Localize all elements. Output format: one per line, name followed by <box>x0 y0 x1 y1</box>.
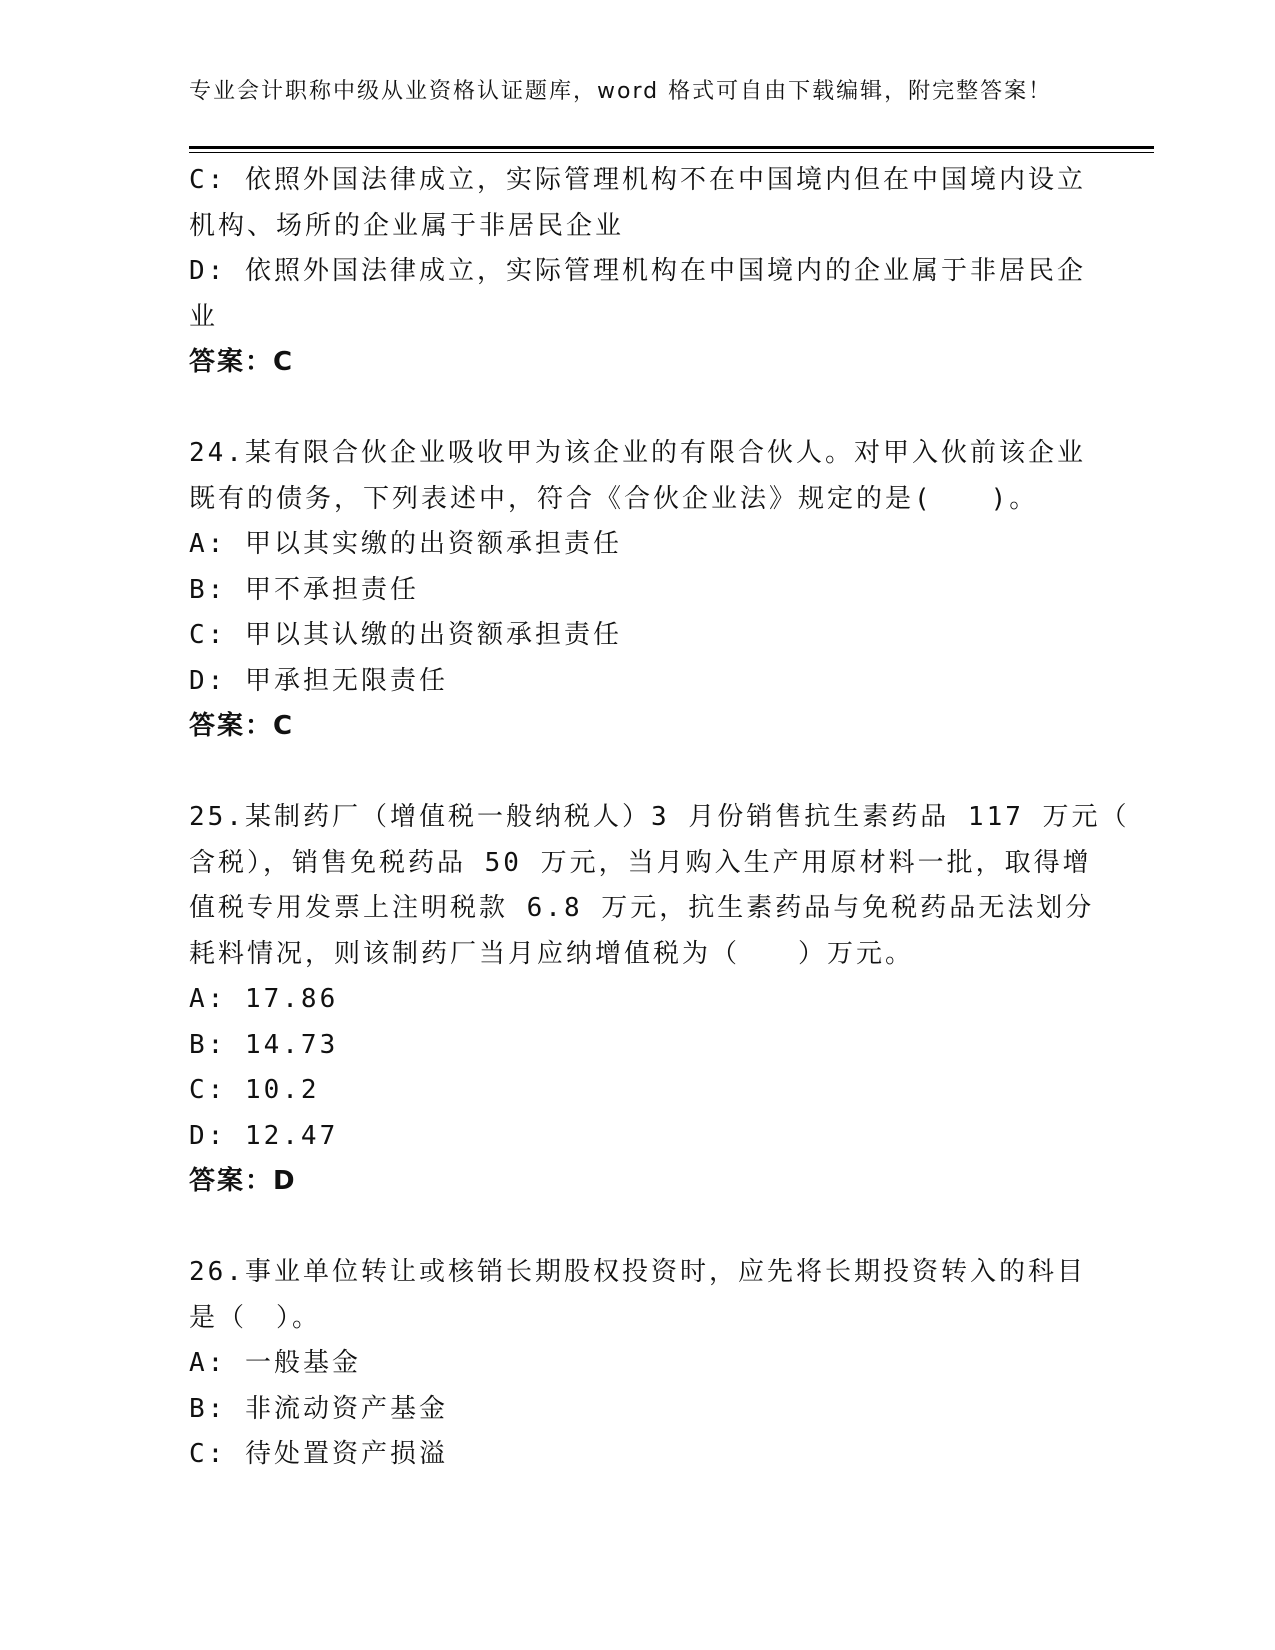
spacer <box>189 386 1089 432</box>
prev-option-c-line1: C: 依照外国法律成立，实际管理机构不在中国境内但在中国境内设立 <box>189 165 1086 195</box>
page-header: 专业会计职称中级从业资格认证题库，word 格式可自由下载编辑，附完整答案！ <box>189 79 1053 104</box>
question-content <box>189 158 1130 1478</box>
q26-stem-line2: 是（ ）。 <box>189 1302 322 1333</box>
q24-option-d: D: 甲承担无限责任 <box>189 665 448 696</box>
prev-option-d-line1: D: 依照外国法律成立，实际管理机构在中国境内的企业属于非居民企 <box>189 256 1086 286</box>
q24-stem-line2: 既有的债务，下列表述中，符合《合伙企业法》规定的是( )。 <box>189 483 1039 514</box>
prev-option-d-line2: 业 <box>189 301 219 332</box>
q25-option-b: B: 14.73 <box>189 1029 339 1060</box>
q24-answer: 答案：C <box>189 711 295 741</box>
q25-stem-line3: 值税专用发票上注明税款 6.8 万元，抗生素药品与免税药品无法划分 <box>189 893 1095 923</box>
header-rule-thin <box>189 152 1154 153</box>
q25-stem-line2: 含税），销售免税药品 50 万元，当月购入生产用原材料一批，取得增 <box>189 847 1092 878</box>
q26-option-a: A: 一般基金 <box>189 1348 361 1378</box>
q25-option-c: C: 10.2 <box>189 1075 320 1105</box>
prev-answer: 答案：C <box>189 347 295 377</box>
spacer <box>189 750 1089 796</box>
q26-stem-line1: 26.事业单位转让或核销长期股权投资时，应先将长期投资转入的科目 <box>189 1257 1086 1287</box>
q25-answer: 答案：D <box>189 1166 297 1196</box>
q26-option-c: C: 待处置资产损溢 <box>189 1439 448 1469</box>
q25-option-a: A: 17.86 <box>189 984 339 1014</box>
header-rule-thick <box>189 146 1154 149</box>
spacer <box>189 1205 1089 1251</box>
q24-option-b: B: 甲不承担责任 <box>189 574 419 605</box>
q25-stem-line4: 耗料情况，则该制药厂当月应纳增值税为（ ）万元。 <box>189 938 915 969</box>
q26-option-b: B: 非流动资产基金 <box>189 1393 448 1424</box>
q24-stem-line1: 24.某有限合伙企业吸收甲为该企业的有限合伙人。对甲入伙前该企业 <box>189 438 1086 468</box>
q25-option-d: D: 12.47 <box>189 1120 339 1151</box>
q24-option-c: C: 甲以其认缴的出资额承担责任 <box>189 620 622 650</box>
q25-stem-line1: 25.某制药厂（增值税一般纳税人）3 月份销售抗生素药品 117 万元（ <box>189 802 1130 832</box>
q24-option-a: A: 甲以其实缴的出资额承担责任 <box>189 529 622 559</box>
prev-option-c-line2: 机构、场所的企业属于非居民企业 <box>189 210 625 241</box>
